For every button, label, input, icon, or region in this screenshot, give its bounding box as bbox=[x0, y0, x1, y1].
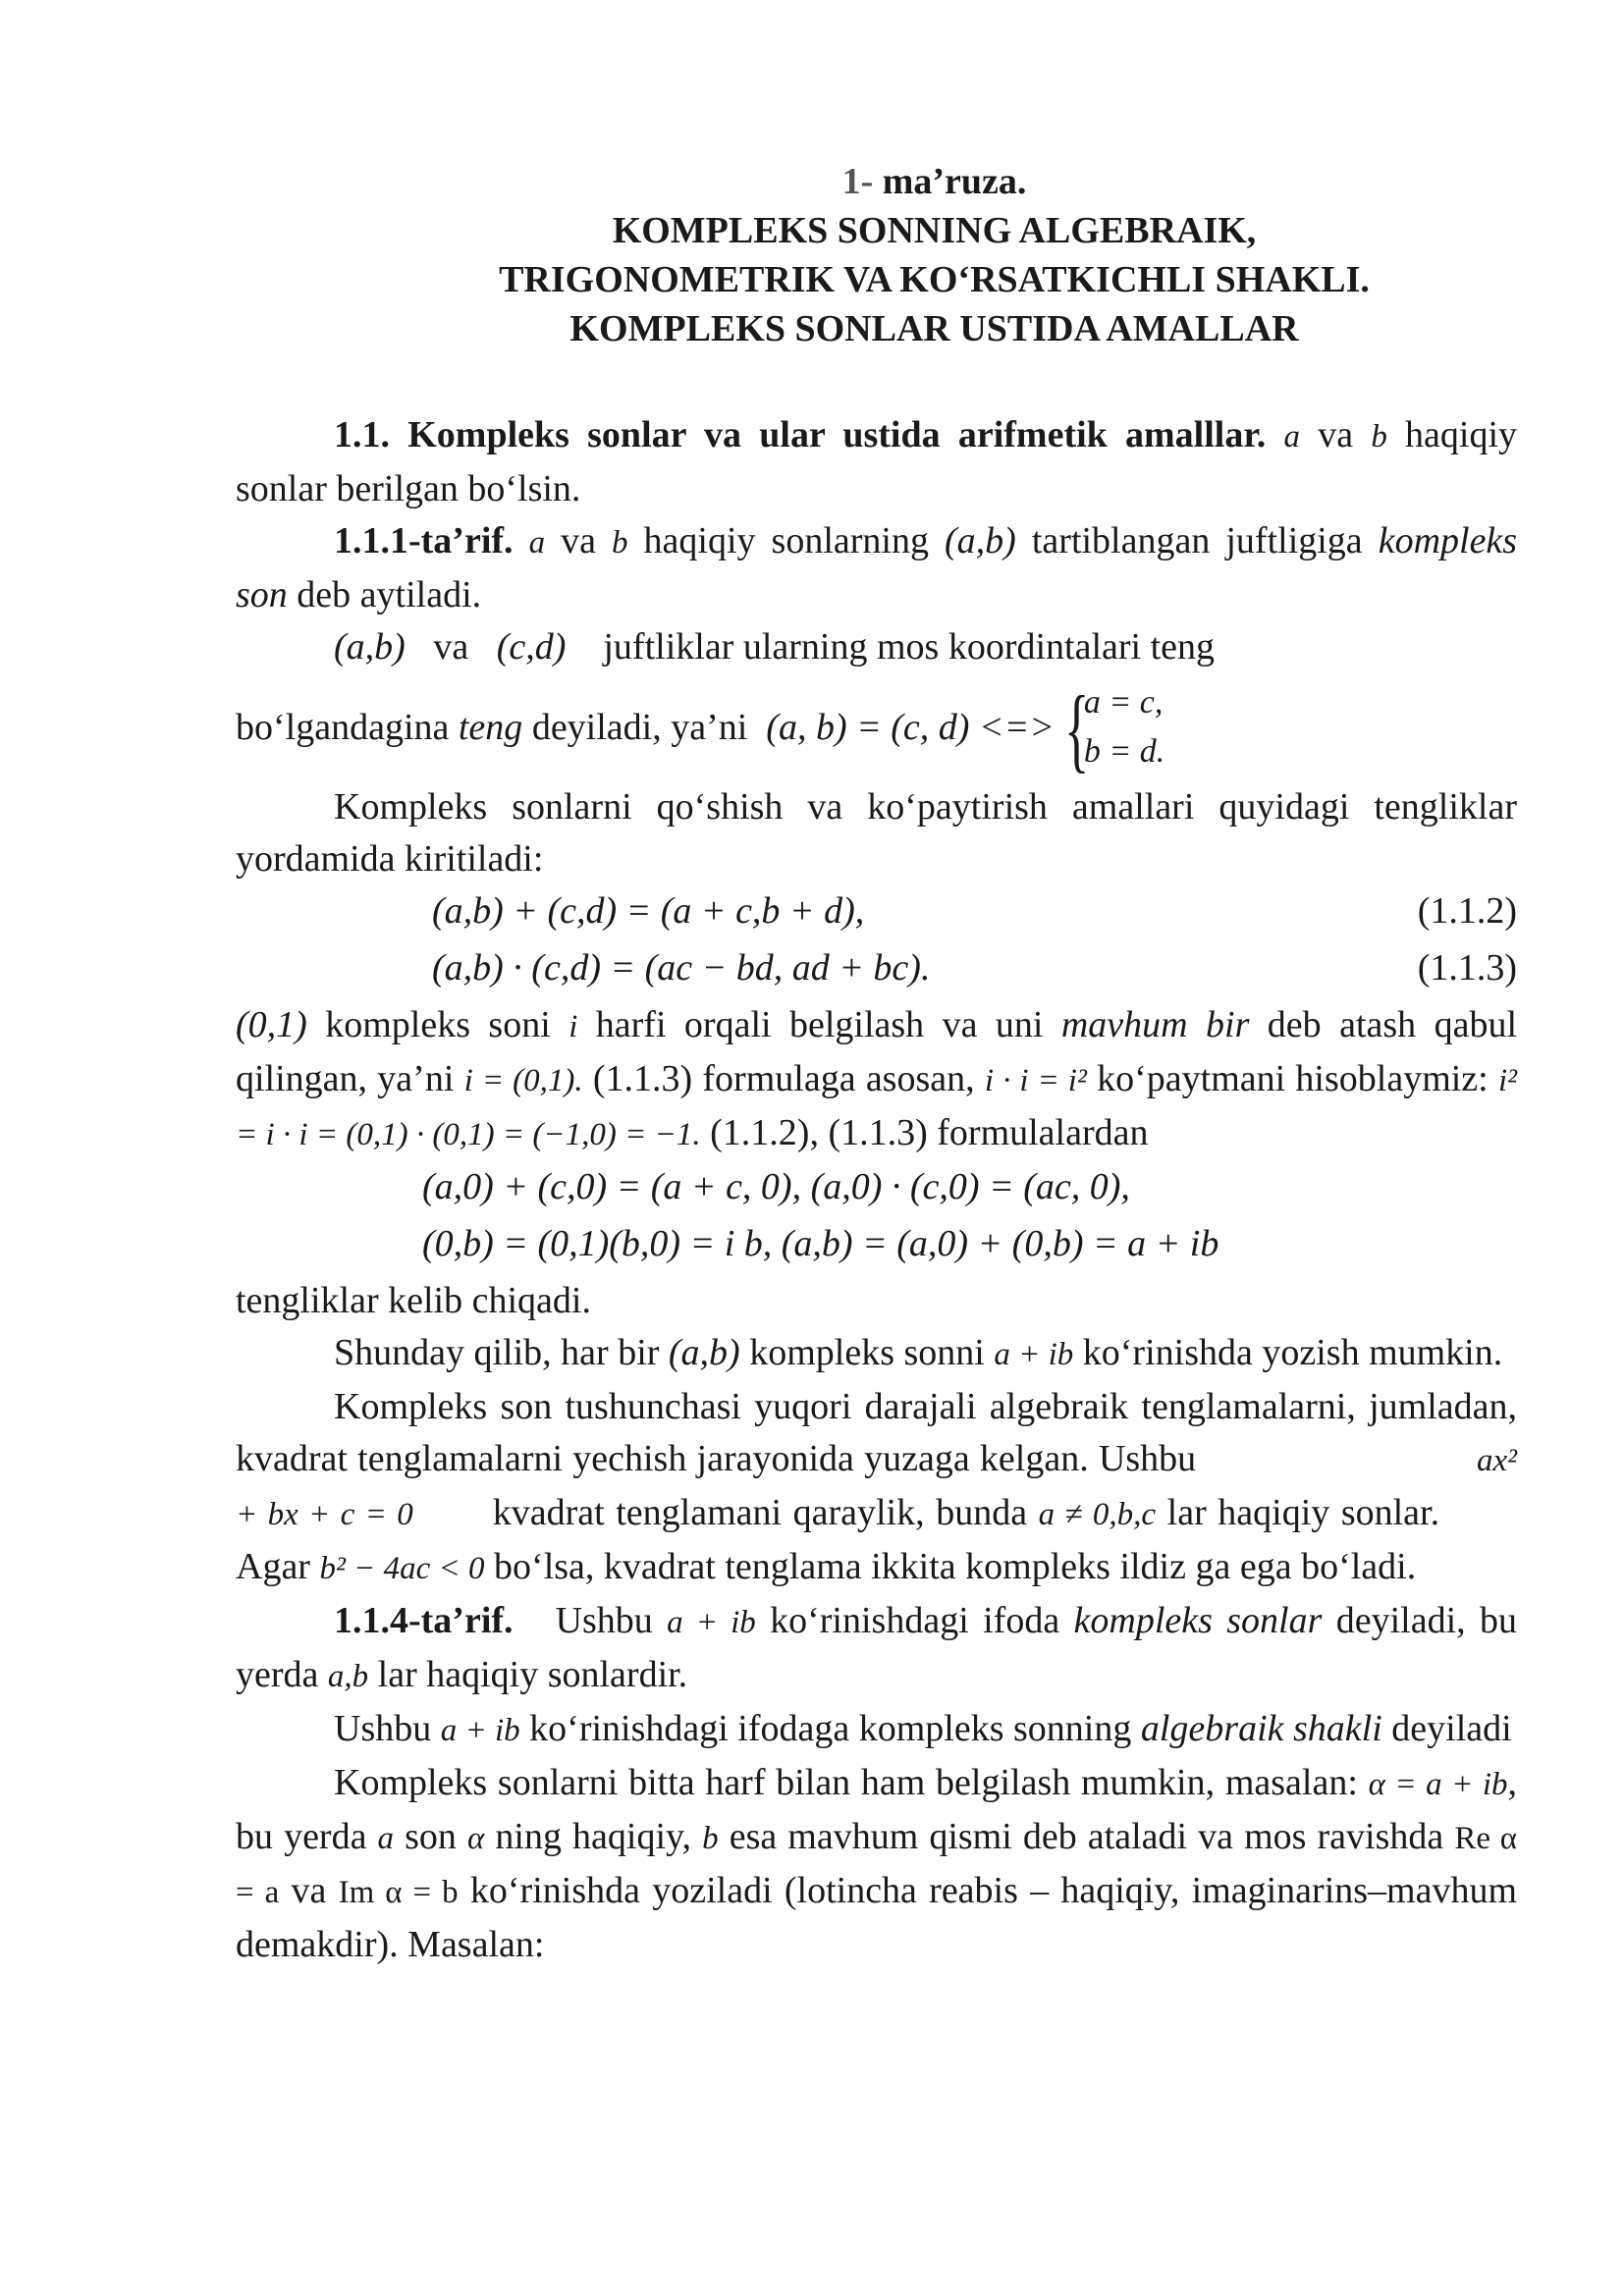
equality-formula: (a, b) = (c, d) <=> bbox=[766, 706, 1055, 748]
lecture-label: ma’ruza. bbox=[882, 161, 1027, 202]
section-heading: 1.1. Kompleks sonlar va ular ustida arifmetik amalllar. bbox=[334, 414, 1267, 455]
derived-conclusion: tengliklar kelib chiqadi. bbox=[236, 1280, 591, 1321]
discriminant-condition: b² − 4ac < 0 bbox=[319, 1551, 485, 1586]
equality-condition-line: bo‘lgandagina teng deyiladi, ya’ni (a, b) = (c, d) <=> { a = c, b = d. bbox=[236, 676, 1165, 781]
equation-number: (1.1.3) bbox=[1417, 947, 1517, 988]
equation-number: (1.1.2) bbox=[1417, 890, 1517, 932]
equation-1-1-3: (a,b) · (c,d) = (ac − bd, ad + bc). (1.1.3) bbox=[236, 942, 1517, 999]
title-line-3: KOMPLEKS SONLAR USTIDA AMALLAR bbox=[569, 308, 1299, 349]
lecture-title bbox=[352, 157, 1517, 353]
derived-equation-1: (a,0) + (c,0) = (a + c, 0), (a,0) · (c,0) = (ac, 0), bbox=[422, 1166, 1130, 1207]
lecture-number: 1- bbox=[841, 161, 874, 202]
definition-label: 1.1.1-ta’rif. bbox=[334, 520, 514, 561]
derived-equation-2: (0,b) = (0,1)(b,0) = i b, (a,b) = (a,0) + (0,b) = a + ib bbox=[422, 1223, 1219, 1264]
definition-1-1-1: 1.1.1-ta’rif. a va b haqiqiy sonlarning (a,b) tartiblangan juftligiga kompleks son deb aytiladi. bbox=[236, 520, 1518, 615]
notation-paragraph: Kompleks sonlarni bitta harf bilan ham belgilash mumkin, masalan: α = a + ib, bu yerda a son α ning haqiqiy, b esa mavhum qismi deb ataladi va mos ravishda Re α = a va Im α = b ko‘rinishda yoziladi (lotincha reabis – haqiqiy, imaginarins–mavhum demakdir). Masalan: bbox=[236, 1762, 1518, 1965]
definition-1-1-4: 1.1.4-ta’rif. Ushbu a + ib ko‘rinishdagi ifoda kompleks sonlar deyiladi, bu yerda a,b lar haqiqiy sonlardir. bbox=[236, 1600, 1517, 1695]
equation-1-1-2: (a,b) + (c,d) = (a + c,b + d), (1.1.2) bbox=[236, 885, 1517, 942]
quadratic-equation: ax² + bx + c = 0 bbox=[236, 1443, 1518, 1532]
operations-intro: Kompleks sonlarni qo‘shish va ko‘paytirish amallari quyidagi tengliklar yordamida kiritiladi: bbox=[236, 786, 1517, 880]
title-line-1: KOMPLEKS SONNING ALGEBRAIK, bbox=[612, 210, 1257, 251]
quadratic-paragraph: Kompleks son tushunchasi yuqori darajali algebraik tenglamalarni, jumladan, kvadrat tenglamalarni yechish jarayonida yuzaga kelgan. Ushbu ax² + bx + c = 0 kvadrat tenglamani qaraylik, bunda a ≠ 0,b,c lar haqiqiy sonlar. Agar b² − 4ac < 0 bo‘lsa, kvadrat tenglama ikkita kompleks ildiz ga ega bo‘ladi. bbox=[236, 1386, 1518, 1587]
lecture-number-line bbox=[352, 157, 1517, 206]
shunday-paragraph: Shunday qilib, har bir (a,b) kompleks sonni a + ib ko‘rinishda yozish mumkin. bbox=[334, 1332, 1503, 1373]
definition-label: 1.1.4-ta’rif. bbox=[334, 1600, 514, 1641]
equality-definition: (a,b) va (c,d) juftliklar ularning mos koordintalari teng bbox=[334, 626, 1216, 667]
section-1-1-paragraph: 1.1. Kompleks sonlar va ular ustida arifmetik amalllar. a va b haqiqiy sonlar berilgan bo‘lsin. bbox=[236, 414, 1518, 509]
algebraic-form-paragraph: Ushbu a + ib ko‘rinishdagi ifodaga kompleks sonning algebraik shakli deyiladi bbox=[334, 1708, 1512, 1749]
document-page bbox=[236, 157, 1517, 1971]
imaginary-unit-paragraph: (0,1) kompleks soni i harfi orqali belgilash va uni mavhum bir deb atash qabul qilingan, ya’ni i = (0,1). (1.1.3) formulaga asosan, i · i = i² ko‘paytmani hisoblaymiz: i² = i · i = (0,1) · (0,1) = (−1,0) = −1. (1.1.2), (1.1.3) formulalardan bbox=[236, 1004, 1518, 1153]
title-line-2: TRIGONOMETRIK VA KO‘RSATKICHLI SHAKLI. bbox=[499, 259, 1370, 300]
equation-system: { a = c, b = d. bbox=[1063, 676, 1165, 781]
